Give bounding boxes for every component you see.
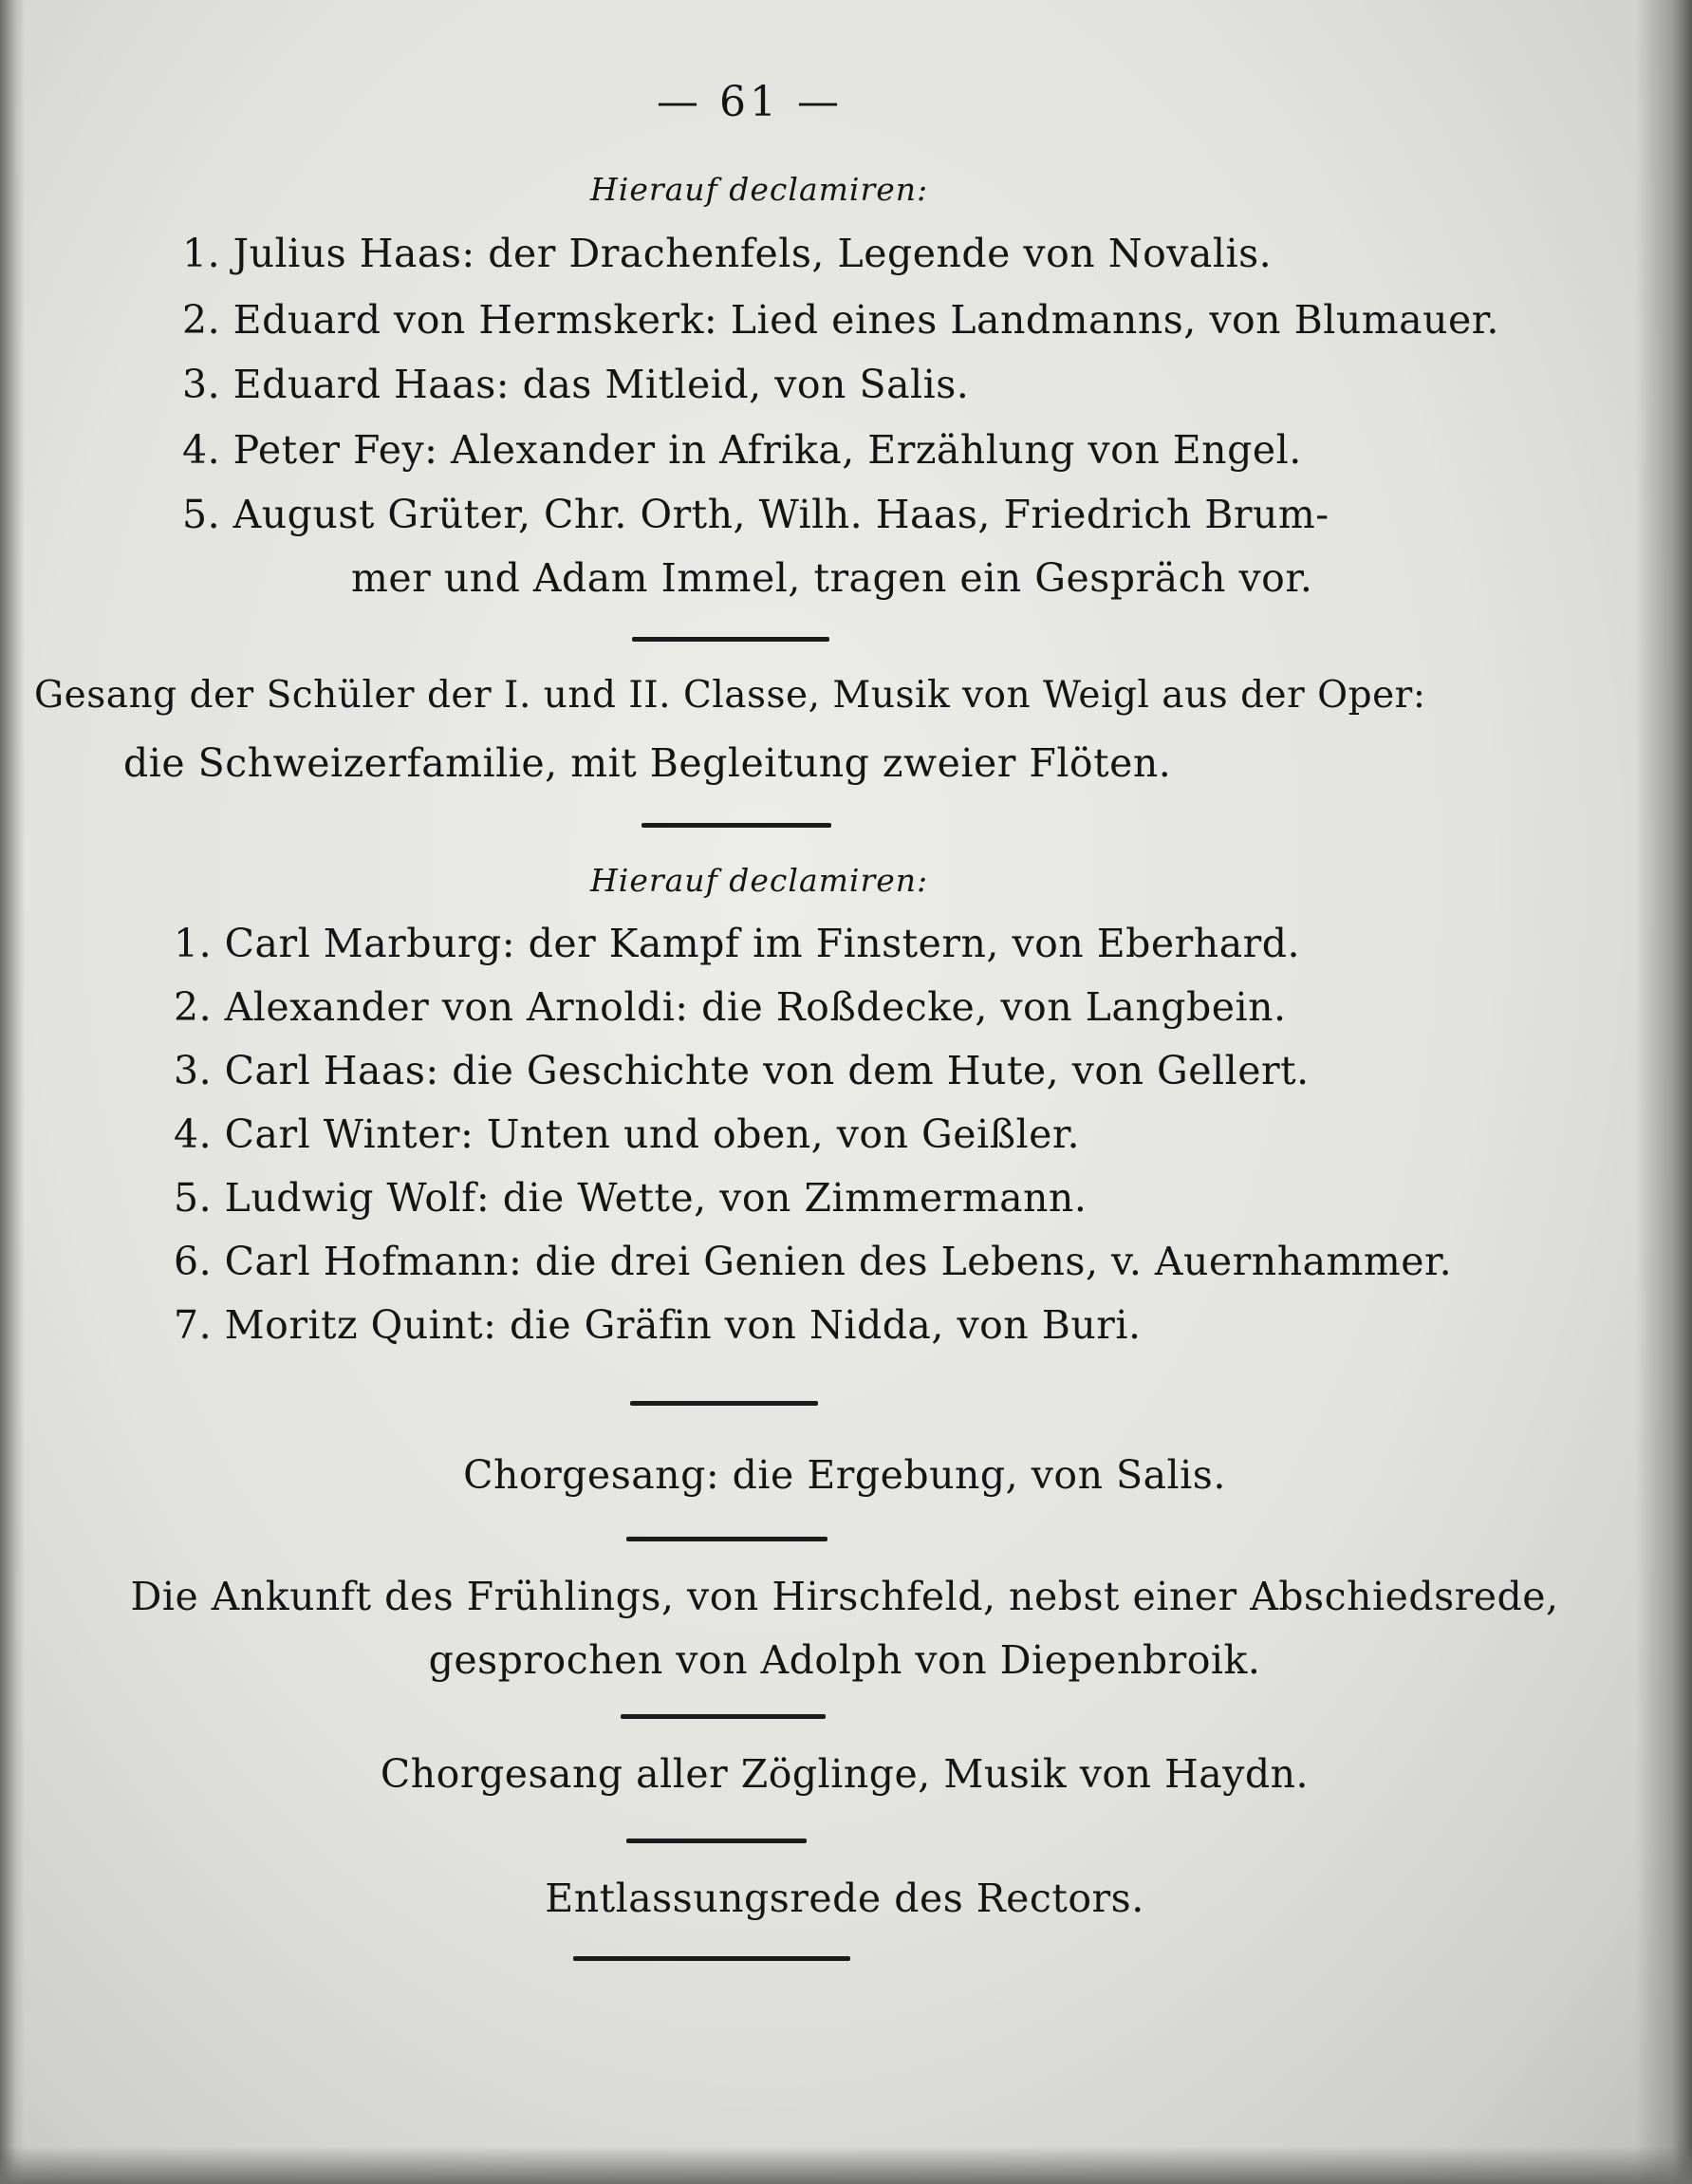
- divider-1: [632, 637, 829, 642]
- chorgesang-ergebung: Chorgesang: die Ergebung, von Salis.: [463, 1452, 1226, 1498]
- chorgesang-haydn: Chorgesang aller Zöglinge, Musik von Haydn.: [380, 1751, 1310, 1797]
- section1-item-2: 2. Eduard von Hermskerk: Lied eines Landmanns, von Blumauer.: [182, 297, 1499, 343]
- ankunft-line-2: gesprochen von Adolph von Diepenbroik.: [428, 1637, 1261, 1683]
- section1-item-4: 4. Peter Fey: Alexander in Afrika, Erzählung von Engel.: [182, 427, 1302, 473]
- divider-6: [626, 1839, 807, 1843]
- section1-item-5-continued: mer und Adam Immel, tragen ein Gespräch vor.: [351, 555, 1313, 601]
- section2-item-4: 4. Carl Winter: Unten und oben, von Geißler.: [174, 1111, 1081, 1157]
- divider-5: [621, 1714, 826, 1719]
- section2-item-5: 5. Ludwig Wolf: die Wette, von Zimmermann.: [174, 1175, 1088, 1221]
- section2-item-2: 2. Alexander von Arnoldi: die Roßdecke, von Langbein.: [174, 984, 1287, 1030]
- scan-edge-right: [1635, 0, 1692, 2184]
- divider-7: [573, 1956, 850, 1961]
- section2-item-3: 3. Carl Haas: die Geschichte von dem Hute, von Gellert.: [174, 1048, 1310, 1093]
- entlassungsrede: Entlassungsrede des Rectors.: [545, 1876, 1144, 1921]
- section2-item-7: 7. Moritz Quint: die Gräfin von Nidda, von Buri.: [174, 1302, 1142, 1348]
- ankunft-line-1: Die Ankunft des Frühlings, von Hirschfeld, nebst einer Abschiedsrede,: [130, 1574, 1559, 1619]
- section1-heading: Hierauf declamiren:: [590, 171, 929, 208]
- section2-heading: Hierauf declamiren:: [590, 862, 929, 899]
- scan-edge-left: [0, 0, 25, 2184]
- section1-item-3: 3. Eduard Haas: das Mitleid, von Salis.: [182, 362, 970, 407]
- gesang-line-1: Gesang der Schüler der I. und II. Classe, Musik von Weigl aus der Oper:: [34, 674, 1426, 717]
- divider-4: [626, 1537, 827, 1541]
- section2-item-6: 6. Carl Hofmann: die drei Genien des Lebens, v. Auernhammer.: [174, 1239, 1453, 1284]
- section2-item-1: 1. Carl Marburg: der Kampf im Finstern, von Eberhard.: [174, 921, 1301, 966]
- page-number: — 61 —: [657, 78, 843, 126]
- divider-3: [630, 1401, 818, 1406]
- section1-item-1: 1. Julius Haas: der Drachenfels, Legende von Novalis.: [182, 231, 1273, 276]
- section1-item-5: 5. August Grüter, Chr. Orth, Wilh. Haas, Friedrich Brum-: [182, 492, 1329, 537]
- gesang-line-2: die Schweizerfamilie, mit Begleitung zweier Flöten.: [123, 740, 1172, 786]
- divider-2: [641, 823, 831, 828]
- scan-edge-bottom: [0, 2146, 1692, 2184]
